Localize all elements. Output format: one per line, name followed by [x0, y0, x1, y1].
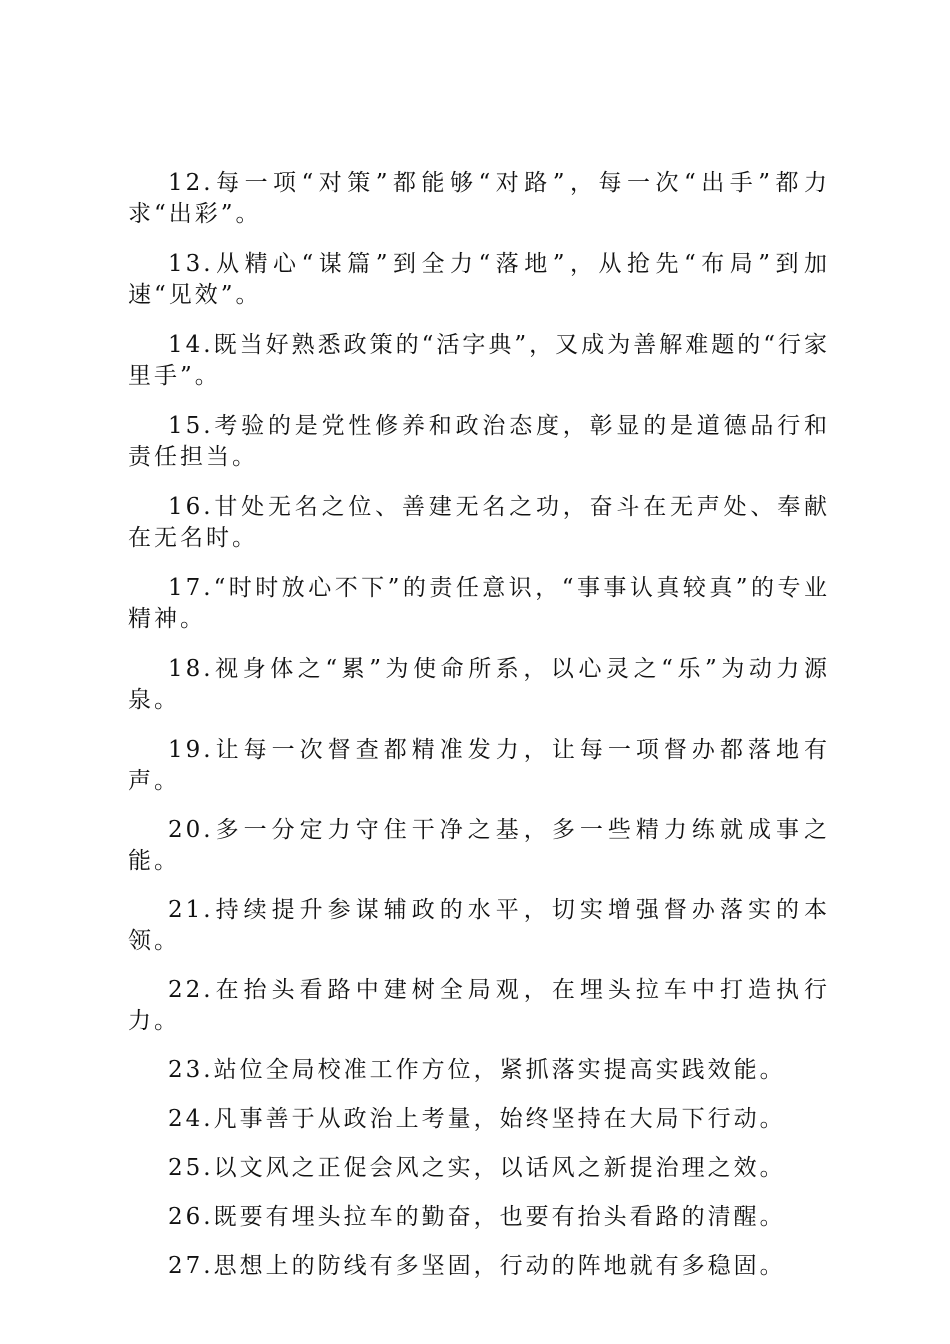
- paragraph-item-19: 19.让每一次督查都精准发力，让每一项督办都落地有声。: [128, 737, 830, 794]
- paragraph-item-13: 13.从精心“谋篇”到全力“落地”，从抢先“布局”到加速“见效”。: [128, 251, 830, 308]
- paragraph-item-16: 16.甘处无名之位、善建无名之功，奋斗在无声处、奉献在无名时。: [128, 494, 830, 551]
- paragraph-item-22: 22.在抬头看路中建树全局观，在埋头拉车中打造执行力。: [128, 977, 830, 1034]
- paragraph-item-21: 21.持续提升参谋辅政的水平，切实增强督办落实的本领。: [128, 897, 830, 954]
- paragraph-item-14: 14.既当好熟悉政策的“活字典”，又成为善解难题的“行家里手”。: [128, 332, 830, 389]
- paragraph-item-15: 15.考验的是党性修养和政治态度，彰显的是道德品行和责任担当。: [128, 413, 830, 470]
- paragraph-item-18: 18.视身体之“累”为使命所系，以心灵之“乐”为动力源泉。: [128, 656, 830, 713]
- document-body: [128, 168, 830, 1300]
- paragraph-item-17: 17.“时时放心不下”的责任意识，“事事认真较真”的专业精神。: [128, 575, 830, 632]
- paragraph-item-12: 12.每一项“对策”都能够“对路”，每一次“出手”都力求“出彩”。: [128, 170, 830, 227]
- paragraph-item-24: 24.凡事善于从政治上考量，始终坚持在大局下行动。: [168, 1106, 786, 1132]
- paragraph-item-20: 20.多一分定力守住干净之基，多一些精力练就成事之能。: [128, 817, 830, 874]
- paragraph-item-23: 23.站位全局校准工作方位，紧抓落实提高实践效能。: [168, 1057, 786, 1083]
- paragraph-item-26: 26.既要有埋头拉车的勤奋，也要有抬头看路的清醒。: [168, 1204, 786, 1230]
- paragraph-item-27: 27.思想上的防线有多坚固，行动的阵地就有多稳固。: [168, 1253, 786, 1279]
- paragraph-item-25: 25.以文风之正促会风之实，以话风之新提治理之效。: [168, 1155, 786, 1181]
